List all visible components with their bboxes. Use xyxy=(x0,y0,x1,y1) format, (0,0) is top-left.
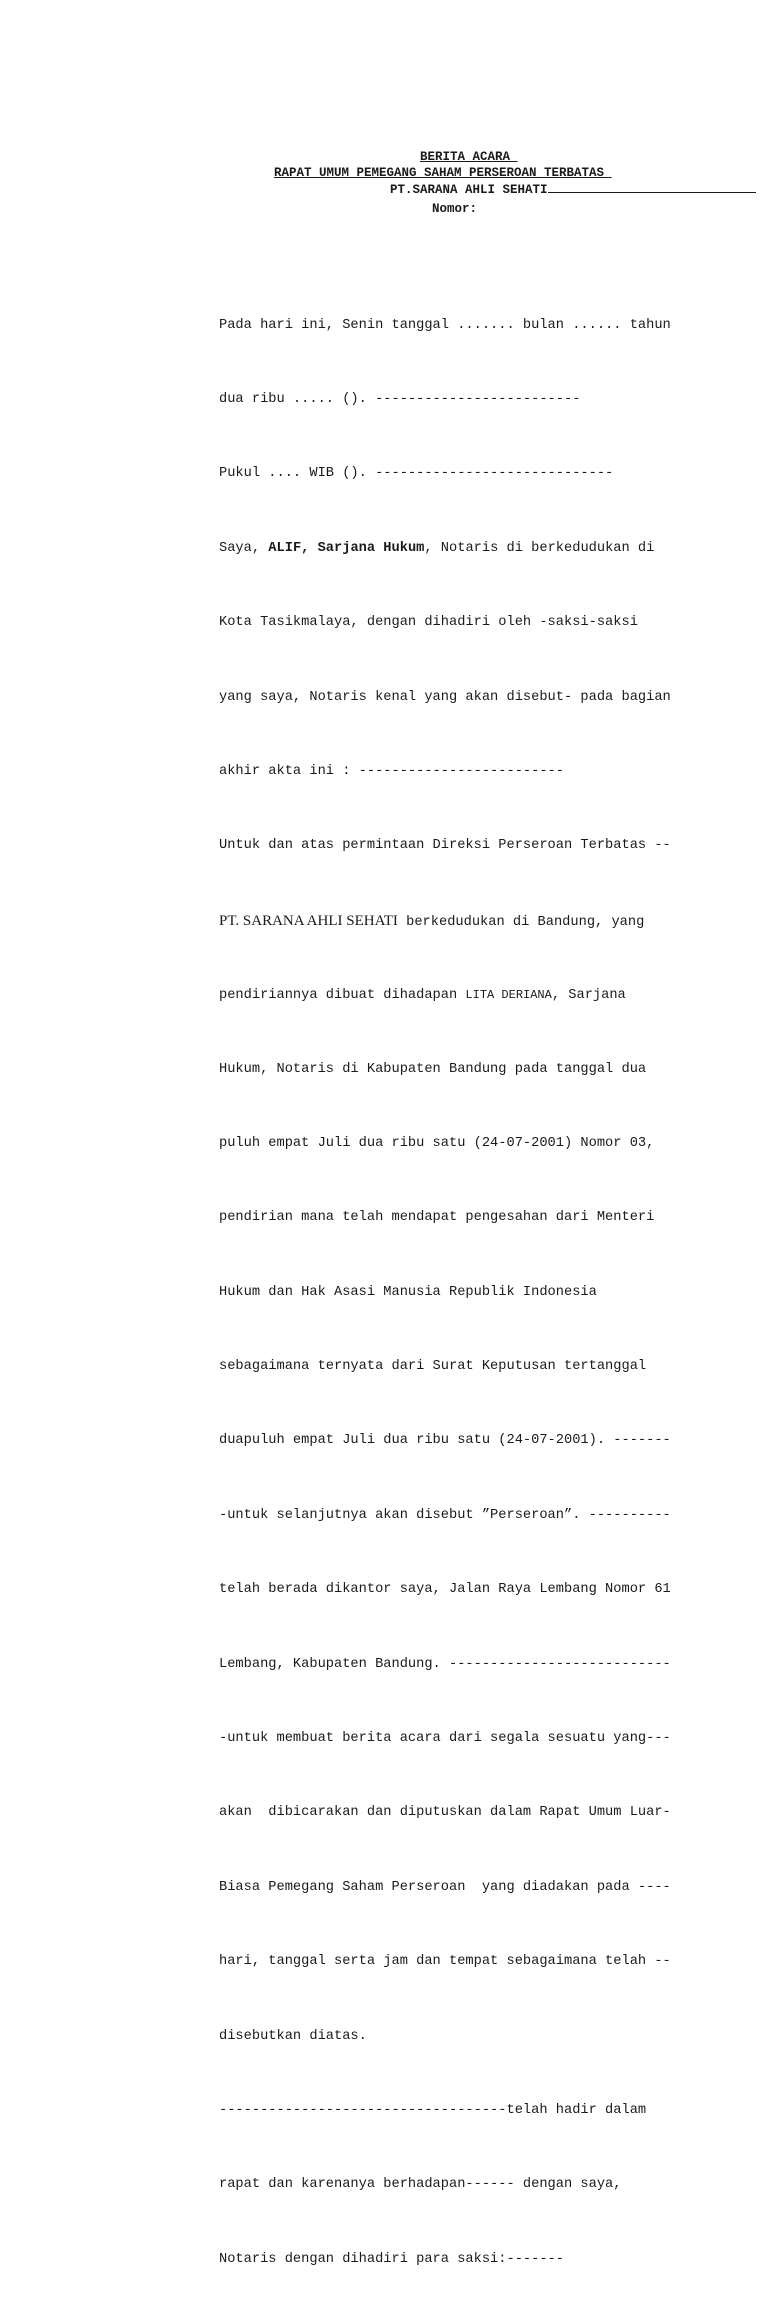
text-run: , Sarjana xyxy=(551,988,626,1004)
text-run: , xyxy=(301,540,318,556)
body-line: Pukul .... WIB (). ----------------------------- xyxy=(219,466,614,482)
body-line: Untuk dan atas permintaan Direksi Perseroan Terbatas -- xyxy=(219,838,671,854)
body-line: akan dibicarakan dan diputuskan dalam Rapat Umum Luar- xyxy=(219,1805,671,1821)
body-line: -----------------------------------telah hadir dalam xyxy=(219,2102,647,2118)
text-run: pendiriannya dibuat dihadapan xyxy=(219,988,466,1004)
body-line: telah berada dikantor saya, Jalan Raya Lembang Nomor 61 xyxy=(219,1582,671,1598)
body-line: dua ribu ..... (). ------------------------- xyxy=(219,391,581,407)
body-line: yang saya, Notaris kenal yang akan disebut- pada bagian xyxy=(219,689,671,705)
body-line: Biasa Pemegang Saham Perseroan yang diadakan pada ---- xyxy=(219,1879,671,1895)
company-name-inline: PT. SARANA AHLI SEHATI xyxy=(219,912,398,929)
text-run: berkedudukan di Bandung, yang xyxy=(397,914,645,930)
blank-fill-line xyxy=(548,182,756,193)
body-line: akhir akta ini : ------------------------- xyxy=(219,763,564,779)
body-line xyxy=(219,909,759,934)
body-line: Hukum, Notaris di Kabupaten Bandung pada tanggal dua xyxy=(219,1061,647,1077)
body-line: -untuk membuat berita acara dari segala sesuatu yang--- xyxy=(219,1731,671,1747)
notary-title: Sarjana Hukum xyxy=(317,540,425,556)
body-line: pendirian mana telah mendapat pengesahan dari Menteri xyxy=(219,1210,655,1226)
body-line: -untuk selanjutnya akan disebut ”Perseroan”. ---------- xyxy=(219,1507,671,1523)
body-line: Notaris dengan dihadiri para saksi:------- xyxy=(219,2251,564,2267)
deed-body xyxy=(219,264,759,2297)
body-line: Pada hari ini, Senin tanggal ....... bulan ...... tahun xyxy=(219,317,671,333)
company-heading xyxy=(390,182,756,198)
notary-name: ALIF xyxy=(268,540,302,556)
body-line xyxy=(219,537,759,562)
body-line: duapuluh empat Juli dua ribu satu (24-07-2001). ------- xyxy=(219,1433,671,1449)
body-line: Lembang, Kabupaten Bandung. --------------------------- xyxy=(219,1656,671,1672)
body-line: puluh empat Juli dua ribu satu (24-07-2001) Nomor 03, xyxy=(219,1135,655,1151)
body-line: rapat dan karenanya berhadapan------ dengan saya, xyxy=(219,2177,622,2193)
body-line xyxy=(219,983,759,1008)
number-label: Nomor: xyxy=(432,202,478,216)
body-line: Hukum dan Hak Asasi Manusia Republik Indonesia xyxy=(219,1284,597,1300)
founding-notary-name: LITA DERIANA xyxy=(465,988,552,1003)
document-title: BERITA ACARA xyxy=(420,150,518,164)
body-line: sebagaimana ternyata dari Surat Keputusan tertanggal xyxy=(219,1359,647,1375)
body-line: hari, tanggal serta jam dan tempat sebagaimana telah -- xyxy=(219,1954,671,1970)
document-subtitle: RAPAT UMUM PEMEGANG SAHAM PERSEROAN TERBATAS xyxy=(274,166,612,180)
text-run: , Notaris di berkedudukan di xyxy=(424,540,655,556)
body-line: Kota Tasikmalaya, dengan dihadiri oleh -saksi-saksi xyxy=(219,615,638,631)
text-run: Saya, xyxy=(219,540,269,556)
body-line: disebutkan diatas. xyxy=(219,2028,367,2044)
company-name: PT.SARANA AHLI SEHATI xyxy=(390,183,548,197)
